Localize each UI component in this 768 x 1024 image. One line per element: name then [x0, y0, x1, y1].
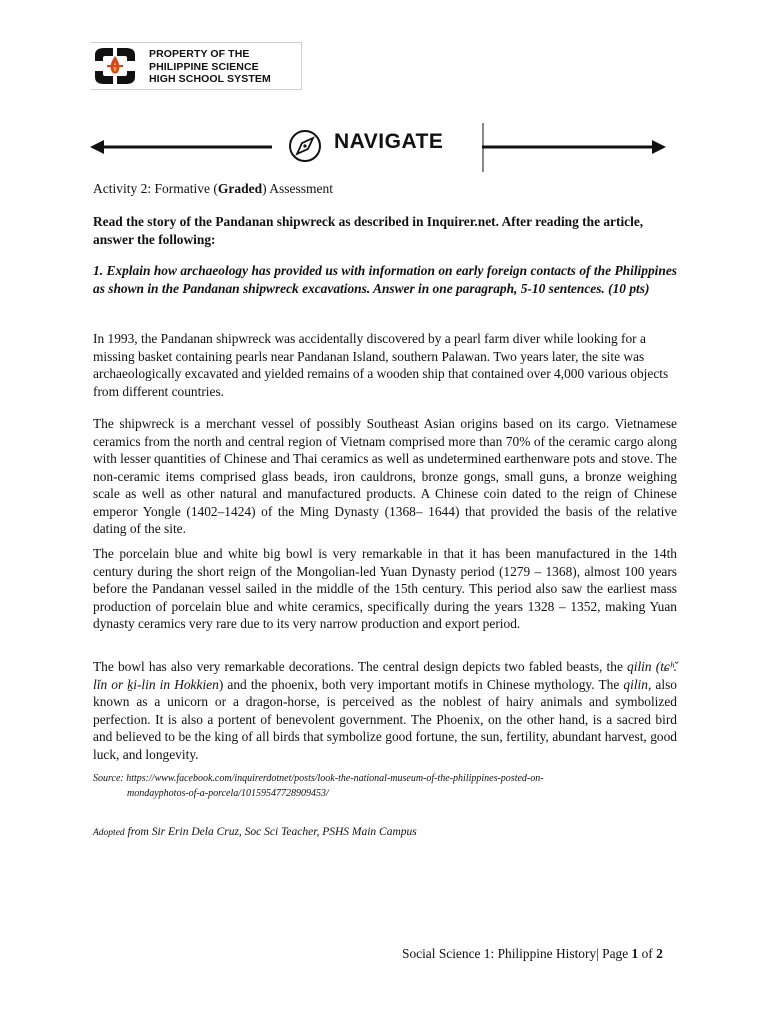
qilin-term: qilin	[627, 659, 652, 674]
pronunciation: (tɕʰ̌. lĭn or ḵi-lin in Hokkien	[93, 659, 677, 692]
question-text: 1. Explain how archaeology has provided us with information on early foreign contacts of the Philippines as shown in the Pandanan shipwreck excavations. Answer in one paragraph, 5-10 sentences. (10 pts)	[93, 263, 677, 296]
activity-heading	[93, 180, 677, 198]
qilin-term-2: qilin,	[623, 676, 652, 692]
source-url[interactable]: https://www.facebook.com/inquirerdotnet/posts/look-the-national-museum-of-the-philippines-posted-on-	[123, 773, 544, 784]
source-label: Source:	[93, 773, 124, 784]
logo-line-1: PROPERTY OF THE	[149, 48, 250, 60]
logo-text	[149, 48, 271, 86]
compass-icon	[290, 131, 320, 161]
paragraph-4	[93, 658, 677, 763]
activity-graded: Graded	[217, 181, 263, 196]
logo-block	[91, 42, 302, 90]
navigate-banner	[88, 118, 668, 176]
footer-prefix: Social Science 1: Philippine History| Page	[402, 946, 632, 961]
page-footer	[402, 946, 663, 962]
navigate-title: NAVIGATE	[334, 130, 444, 153]
page-total: 2	[656, 946, 663, 961]
p4-part-2: ) and the phoenix, both very important motifs in Chinese mythology. The	[218, 676, 624, 692]
page-number: 1	[631, 946, 639, 961]
paragraph-2: The shipwreck is a merchant vessel of possibly Southeast Asian origins based on its cargo. Vietnamese ceramics from the north and central region of Vietnam comprised more than 70% of the ceramic cargo along with lesser quantities of Chinese and Thai ceramics as well as undetermined earthenware pots and stove. The non-ceramic items comprised glass beads, iron cauldrons, bronze gongs, small guns, a bronze weighing scale as well as other natural and manufactured products. A Chinese coin dated to the reign of Chinese emperor Yongle (1402–1424) of the Ming Dynasty (1368– 1644) that provided the basis of the relative dating of the site.	[93, 416, 677, 536]
paragraph-3: The porcelain blue and white big bowl is very remarkable in that it has been manufactured in the 14th century during the short reign of the Mongolian-led Yuan Dynasty period (1279 – 1368), almost 100 years before the Pandanan vessel sailed in the middle of the 15th century. This period also saw the earliest mass production of porcelain blue and white ceramics, specifically during the years 1328 – 1352, making Yuan dynasty ceramics very rare due to its very narrow production and export period.	[93, 546, 677, 631]
footer-of: of	[638, 946, 657, 961]
adopted-label: Adopted	[93, 828, 125, 838]
p4-part-1: The bowl has also very remarkable decorations. The central design depicts two fabled beasts, the	[93, 659, 628, 674]
pshs-logo-icon	[93, 47, 137, 85]
paragraph-1: In 1993, the Pandanan shipwreck was accidentally discovered by a pearl farm diver while looking for a missing basket containing pearls near Pandanan Island, southern Palawan. Two years later, the site was archaeologically excavated and yielded remains of a wooden ship that contained over 4,000 various objects from different countries.	[93, 331, 669, 399]
logo-line-2: PHILIPPINE SCIENCE	[149, 60, 259, 73]
activity-prefix: Activity 2: Formative (	[93, 181, 218, 196]
adopted-credit	[93, 826, 417, 838]
source-citation	[93, 771, 677, 801]
activity-suffix: ) Assessment	[262, 181, 333, 196]
source-url-cont[interactable]: mondayphotos-of-a-porcela/10159547728909453/	[127, 788, 329, 799]
adopted-rest: from Sir Erin Dela Cruz, Soc Sci Teacher, PSHS Main Campus	[124, 826, 417, 838]
p4-part-3: also known as a unicorn or a dragon-horse, is perceived as the noblest of hairy animals and symbolized perfection. It is also a portent of benevolent government. The Phoenix, on the other hand, is a sacred bird and believed to be the king of all birds that symbolize good fortune, the sun, fertility, abundant harvest, good luck, and longevity.	[93, 676, 678, 762]
logo-line-3: HIGH SCHOOL SYSTEM	[149, 73, 271, 85]
instruction-text: Read the story of the Pandanan shipwreck as described in Inquirer.net. After reading the article, answer the following:	[93, 214, 644, 247]
